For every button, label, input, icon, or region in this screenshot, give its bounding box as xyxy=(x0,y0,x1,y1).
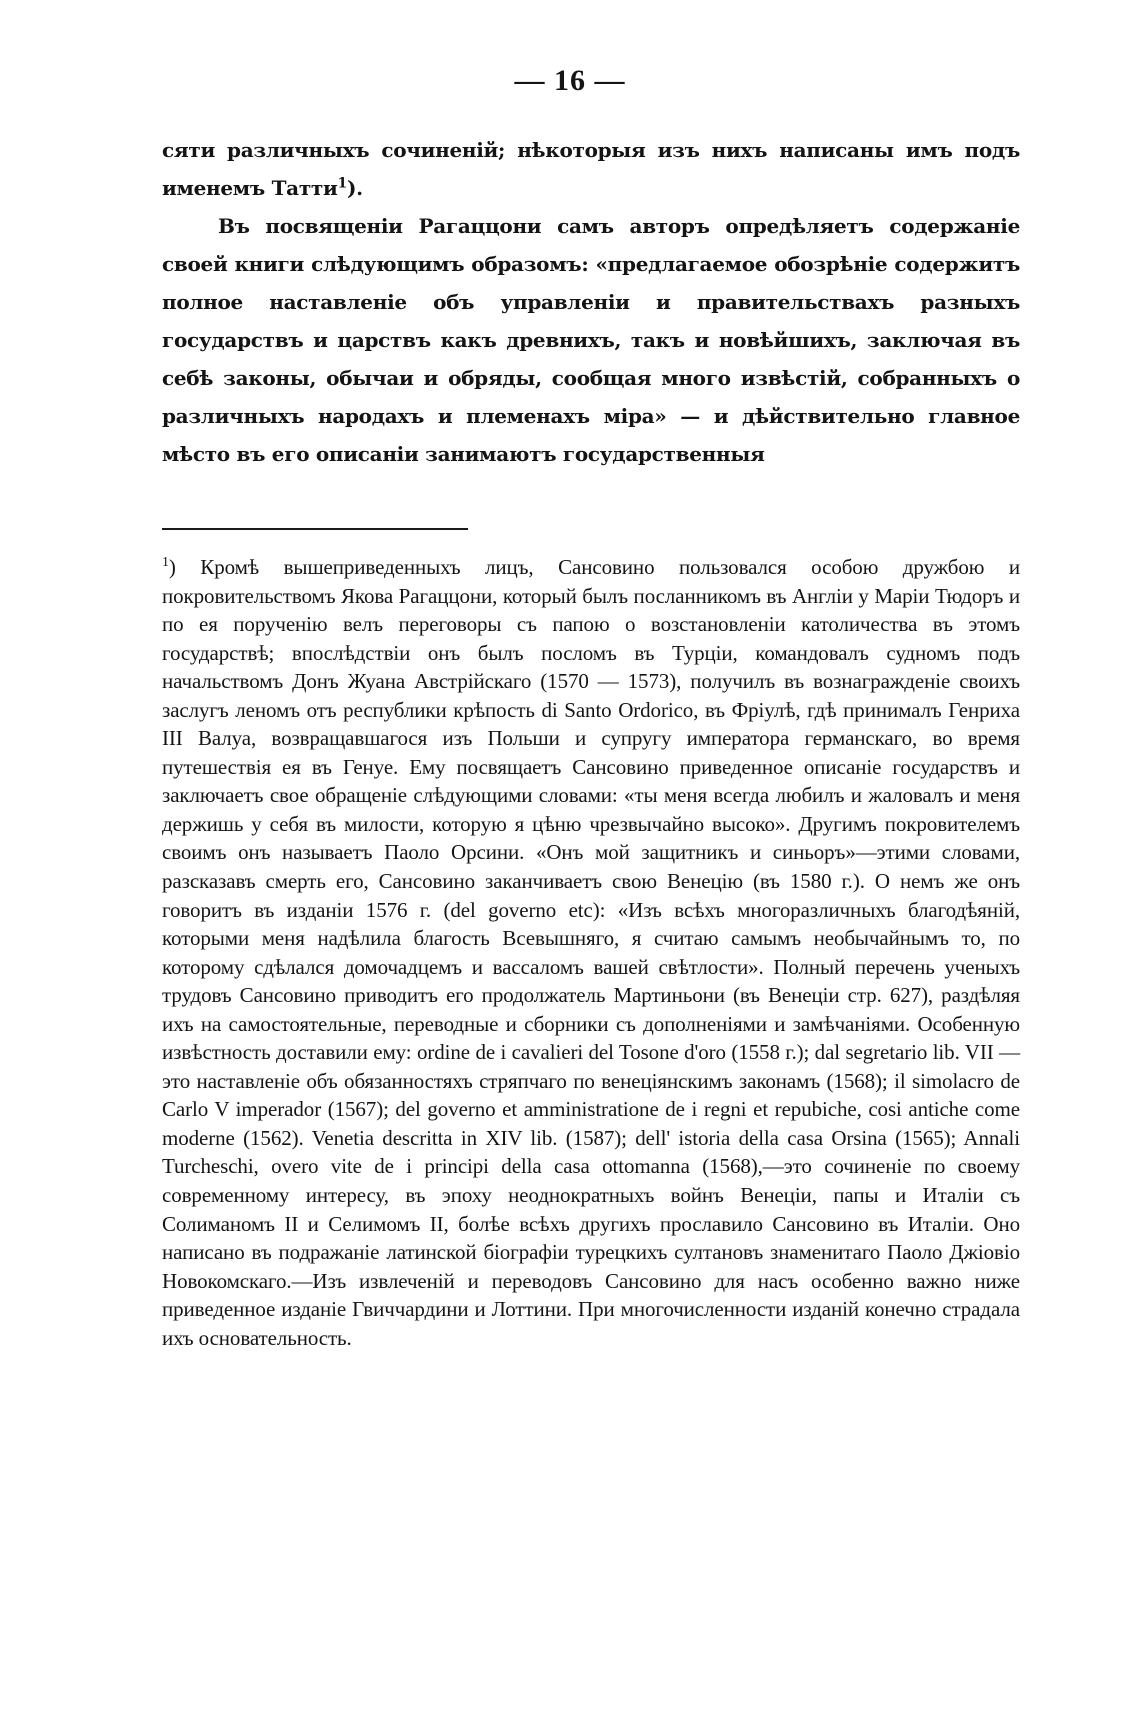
paragraph-1 xyxy=(162,132,1020,208)
page-number: — 16 — xyxy=(514,64,626,97)
footnote xyxy=(162,553,1020,1352)
paragraph-2: Въ посвященіи Рагаццони самъ авторъ опредѣляетъ содержаніе своей книги слѣдующимъ образомъ: «предлагаемое обозрѣніе содержитъ полное наставленіе объ управленіи и правительствахъ разныхъ государствъ и царствъ какъ древнихъ, такъ и новѣйшихъ, заключая въ себѣ законы, обычаи и обряды, сообщая много извѣстій, собранныхъ о различныхъ народахъ и племенахъ міра» — и дѣйствительно главное мѣсто въ его описаніи занимаютъ государственныя xyxy=(162,213,1020,466)
paragraph-1-end: ). xyxy=(347,175,363,200)
footnote-text: ) Кромѣ вышеприведенныхъ лицъ, Сансовино пользовался особою дружбою и покровительствомъ Якова Рагаццони, который былъ посланникомъ въ Англіи у Маріи Тюдоръ и по ея порученію велъ переговоры съ папою о возстановленіи католичества въ этомъ государствѣ; впослѣдствіи онъ былъ посломъ въ Турціи, командовалъ судномъ подъ начальствомъ Донъ Жуана Австрійскаго (1570 — 1573), получилъ въ вознагражденіе своихъ заслугъ леномъ отъ республики крѣпость di Santo Ordorico, въ Фріулѣ, гдѣ принималъ Генриха III Валуа, возвращавшагося изъ Польши и супругу императора германскаго, во время путешествія ея въ Генуе. Ему посвящаетъ Сансовино приведенное описаніе государствъ и заключаетъ свое обращеніе слѣдующими словами: «ты меня всегда любилъ и жаловалъ и меня держишь у себя въ милости, которую я цѣню чрезвычайно высоко». Другимъ покровителемъ своимъ онъ называетъ Паоло Орсини. «Онъ мой защитникъ и синьоръ»—этими словами, разсказавъ смерть его, Сансовино заканчиваетъ свою Венецію (въ 1580 г.). О немъ же онъ говоритъ въ изданіи 1576 г. (del governo etc): «Изъ всѣхъ многоразличныхъ благодѣяній, которыми меня надѣлила благость Всевышняго, я считаю самымъ необычайнымъ то, по которому сдѣлался домочадцемъ и вассаломъ вашей свѣтлости». Полный перечень ученыхъ трудовъ Сансовино приводитъ его продолжатель Мартиньони (въ Венеціи стр. 627), раздѣляя ихъ на самостоятельные, переводные и сборники съ дополненіями и замѣчаніями. Особенную извѣстность доставили ему: ordine de i cavalieri del Tosone d'oro (1558 г.); dal segretario lib. VII — это наставленіе объ обязанностяхъ стряпчаго по венеціянскимъ законамъ (1568); il simolacro de Carlo V imperador (1567); del governo et amministratione de i regni et repubiche, cosi antiche come moderne (1562). Venetia descritta in XIV lib. (1587); dell' istoria della casa Orsina (1565); Annali Turcheschi, overo vite de i principi della casa ottomanna (1568),—это сочиненіе по своему современному интересу, въ эпоху неоднократныхъ войнъ Венеціи, папы и Италіи съ Солиманомъ II и Селимомъ II, болѣе всѣхъ другихъ прославило Сансовино въ Италіи. Оно написано въ подражаніе латинской біографіи турецкихъ султановъ знаменитаго Паоло Джіовіо Новокомскаго.—Изъ извлеченій и переводовъ Сансовино для насъ особенно важно ниже приведенное изданіе Гвиччардини и Лоттини. При многочисленности изданій конечно страдала ихъ основательность. xyxy=(162,555,1020,1350)
paragraph-1-text: сяти различныхъ сочиненій; нѣкоторыя изъ нихъ написаны имъ подъ именемъ Татти xyxy=(162,138,1020,200)
footnote-divider xyxy=(162,528,468,530)
footnote-number: 1 xyxy=(162,555,169,570)
main-text xyxy=(162,132,1020,474)
footnote-reference: 1 xyxy=(337,175,347,192)
